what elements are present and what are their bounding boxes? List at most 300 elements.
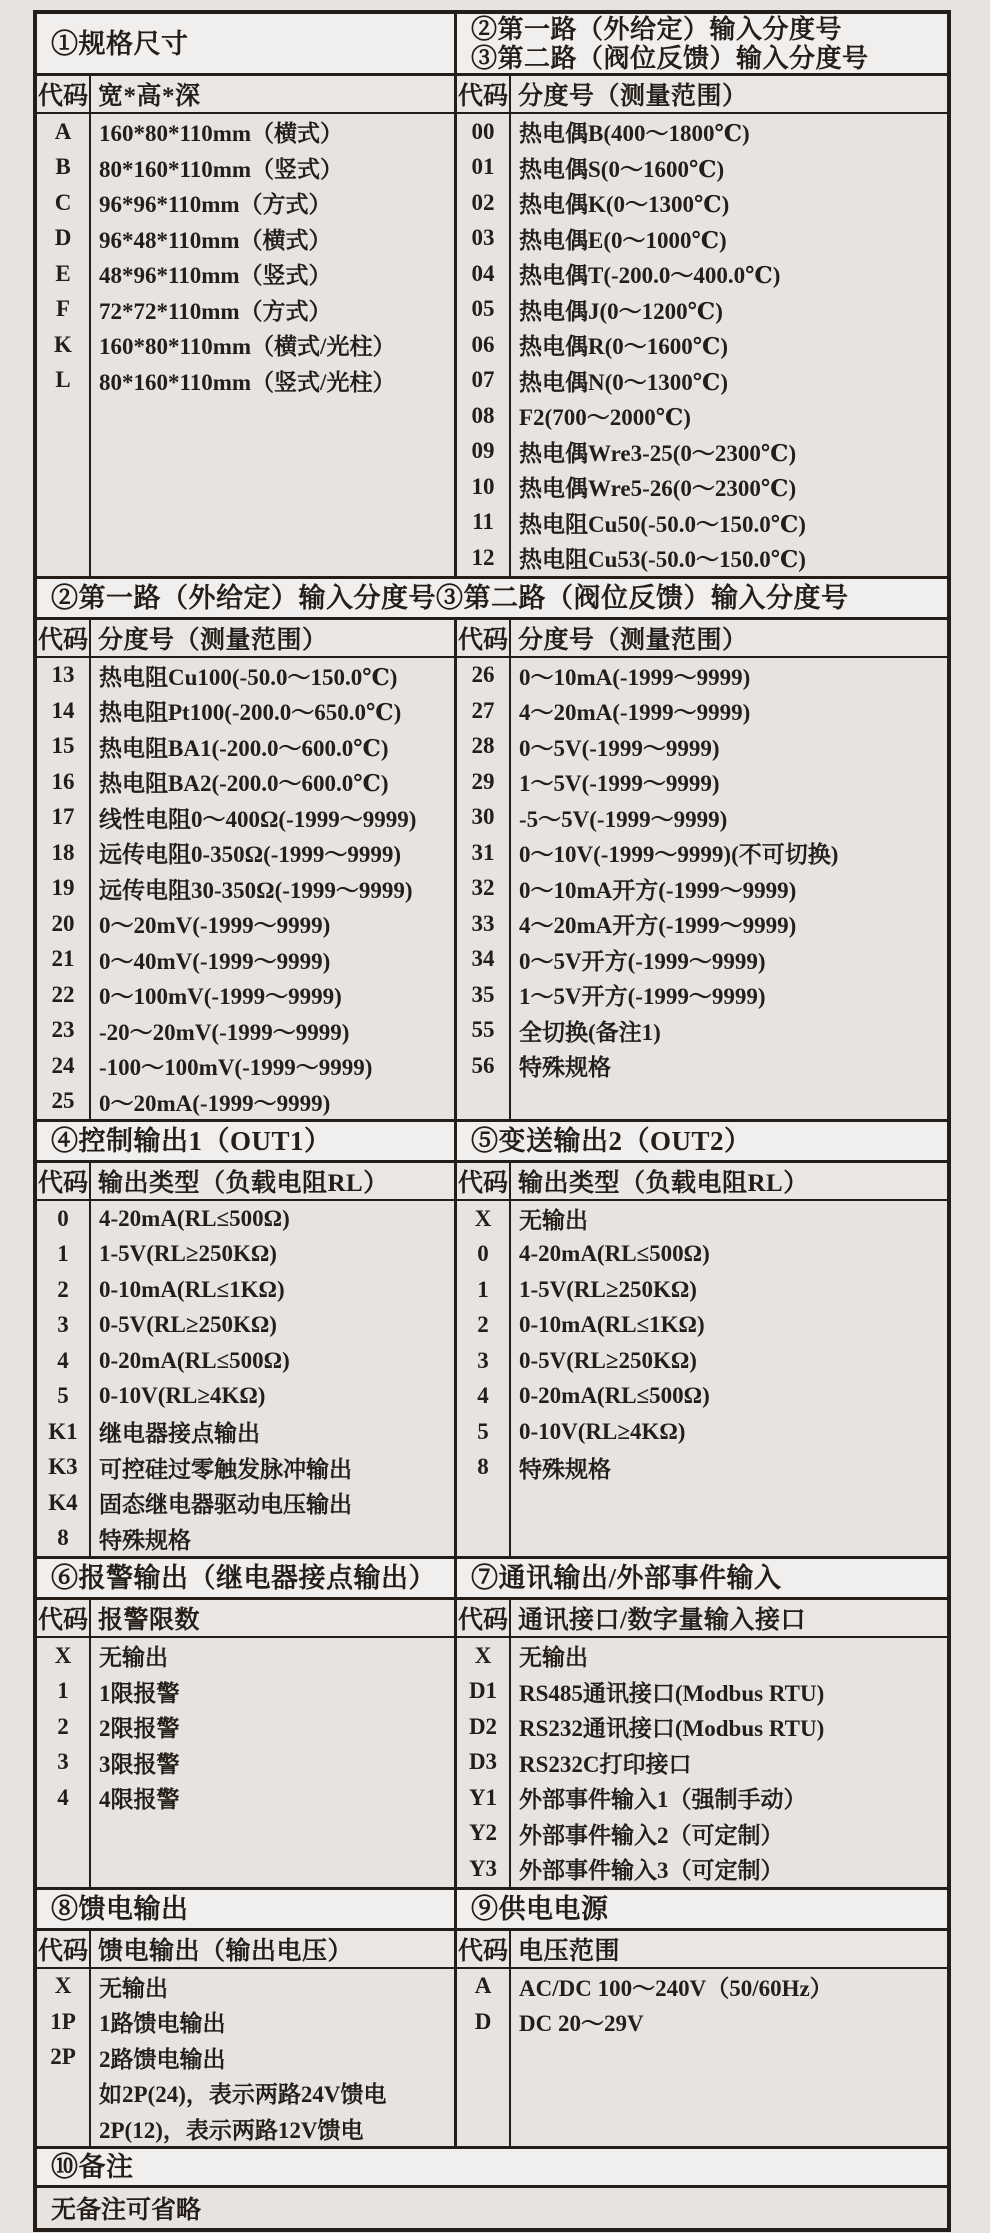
- table-row: [37, 2075, 454, 2111]
- transmit-output-header: [457, 1163, 947, 1201]
- code-cell: 02: [457, 185, 511, 221]
- filler-desc-cell: [511, 2040, 947, 2147]
- table-row: [37, 729, 454, 765]
- code-cell: E: [37, 256, 91, 292]
- table-row: [457, 1450, 947, 1486]
- code-cell: 03: [457, 221, 511, 257]
- code-cell: 26: [457, 658, 511, 694]
- input-range-c-header: [457, 620, 947, 658]
- table-row: [457, 292, 947, 328]
- section-2-3-continued-title-text: ②第一路（外给定）输入分度号③第二路（阀位反馈）输入分度号: [51, 582, 849, 613]
- desc-cell: 4～20mA(-1999～9999): [519, 700, 751, 726]
- table-row: [457, 1237, 947, 1273]
- desc-cell: 外部事件输入1（强制手动）: [519, 1787, 807, 1813]
- code-header: 代码: [37, 620, 91, 656]
- filler-code-cell: [37, 398, 91, 576]
- table-row: [457, 729, 947, 765]
- table-row: [37, 1048, 454, 1084]
- filler-row: [37, 398, 454, 576]
- feed-output-header: [37, 1931, 454, 1969]
- section-5-title: [454, 1122, 947, 1160]
- remark-note-text: 无备注可省略: [51, 2197, 202, 2224]
- table-row: [37, 1013, 454, 1049]
- voltage-range-header: 电压范围: [518, 1937, 621, 1965]
- desc-cell: 热电阻Cu100(-50.0～150.0℃): [99, 664, 398, 690]
- table-row: [37, 1414, 454, 1450]
- table-row: [37, 1745, 454, 1781]
- desc-cell: 1-5V(RL≥250KΩ): [519, 1276, 697, 1302]
- code-cell: 19: [37, 871, 91, 907]
- code-header: 代码: [457, 1600, 511, 1636]
- table-row: [37, 256, 454, 292]
- code-cell: 3: [37, 1745, 91, 1781]
- table-row: [457, 835, 947, 871]
- code-cell: 12: [457, 540, 511, 576]
- table-row: [37, 1638, 454, 1674]
- section-4-5-band: [37, 1119, 947, 1163]
- desc-cell: 热电偶E(0～1000℃): [519, 227, 727, 253]
- desc-cell: 0-20mA(RL≤500Ω): [519, 1383, 710, 1409]
- code-cell: 05: [457, 292, 511, 328]
- table-row: [457, 114, 947, 150]
- desc-cell: 0-5V(RL≥250KΩ): [99, 1312, 277, 1338]
- desc-cell: 48*96*110mm（竖式）: [99, 263, 332, 289]
- code-cell: 22: [37, 977, 91, 1013]
- desc-cell: 2路馈电输出: [99, 2046, 226, 2072]
- input-range-b-header: [37, 620, 454, 658]
- desc-cell: 如2P(24)，表示两路24V馈电: [99, 2082, 387, 2108]
- desc-cell: F2(700～2000℃): [519, 405, 691, 431]
- section-4-title-text: ④控制输出1（OUT1）: [51, 1126, 332, 1156]
- desc-cell: 无输出: [519, 1208, 588, 1234]
- code-cell: 30: [457, 800, 511, 836]
- table-row: [37, 1485, 454, 1521]
- section-1-body: [37, 76, 947, 576]
- table-row: [457, 505, 947, 541]
- table-row: [37, 942, 454, 978]
- code-cell: X: [37, 1969, 91, 2005]
- section-6-7-band: [37, 1556, 947, 1600]
- table-row: [37, 871, 454, 907]
- input-range-table-c: [454, 620, 947, 1120]
- table-row: [457, 1013, 947, 1049]
- table-row: [457, 1201, 947, 1237]
- desc-cell: 1～5V(-1999～9999): [519, 771, 720, 797]
- code-cell: D: [37, 221, 91, 257]
- spec-code-table: [33, 10, 951, 2232]
- section-1-title: [37, 14, 454, 73]
- table-row: [457, 469, 947, 505]
- remark-note: [37, 2188, 947, 2228]
- table-row: [37, 693, 454, 729]
- code-cell: 31: [457, 835, 511, 871]
- section-6-7-body: [37, 1600, 947, 1887]
- code-cell: 56: [457, 1048, 511, 1084]
- code-cell: X: [457, 1638, 511, 1674]
- control-output-table: [37, 1163, 454, 1556]
- code-cell: 4: [37, 1343, 91, 1379]
- code-cell: 15: [37, 729, 91, 765]
- table-row: [457, 658, 947, 694]
- table-row: [37, 1343, 454, 1379]
- code-cell: 55: [457, 1013, 511, 1049]
- desc-cell: 热电偶R(0～1600℃): [519, 334, 728, 360]
- code-cell: 1: [37, 1674, 91, 1710]
- desc-cell: 热电阻BA2(-200.0～600.0℃): [99, 771, 389, 797]
- code-cell: 8: [37, 1521, 91, 1557]
- filler-row: [37, 1816, 454, 1887]
- desc-cell: 热电偶B(400～1800℃): [519, 121, 750, 147]
- desc-cell: -100～100mV(-1999～9999): [99, 1055, 373, 1081]
- code-cell: X: [37, 1638, 91, 1674]
- code-cell: 1: [37, 1237, 91, 1273]
- filler-desc-cell: [91, 398, 454, 576]
- desc-cell: 热电偶T(-200.0～400.0℃): [519, 263, 781, 289]
- table-row: [37, 221, 454, 257]
- section-10-band: [37, 2146, 947, 2188]
- table-row: [457, 327, 947, 363]
- code-cell: 11: [457, 505, 511, 541]
- desc-cell: 0～5V开方(-1999～9999): [519, 948, 766, 974]
- desc-cell: 80*160*110mm（竖式/光柱）: [99, 369, 396, 395]
- desc-cell: -5～5V(-1999～9999): [519, 806, 728, 832]
- table-row: [37, 764, 454, 800]
- section-5-title-text: ⑤变送输出2（OUT2）: [471, 1126, 752, 1156]
- section-6-title: [37, 1559, 454, 1597]
- alarm-output-header: [37, 1600, 454, 1638]
- section-1-band: [37, 14, 947, 76]
- section-7-title-text: ⑦通讯输出/外部事件输入: [471, 1563, 782, 1593]
- desc-cell: 80*160*110mm（竖式）: [99, 156, 344, 182]
- code-cell: 23: [37, 1013, 91, 1049]
- desc-cell: 热电偶J(0～1200℃): [519, 298, 723, 324]
- desc-cell: 0～20mV(-1999～9999): [99, 913, 331, 939]
- code-header: 代码: [457, 620, 511, 656]
- table-row: [37, 185, 454, 221]
- alarm-limit-header: 报警限数: [98, 1607, 201, 1634]
- table-row: [37, 327, 454, 363]
- code-cell: 4: [37, 1780, 91, 1816]
- table-row: [37, 292, 454, 328]
- desc-cell: 2限报警: [99, 1716, 180, 1742]
- code-cell: 00: [457, 114, 511, 150]
- code-cell: Y2: [457, 1816, 511, 1852]
- table-row: [37, 1308, 454, 1344]
- desc-cell: RS485通讯接口(Modbus RTU): [519, 1680, 825, 1706]
- desc-cell: 可控硅过零触发脉冲输出: [99, 1456, 352, 1482]
- desc-cell: 0-10mA(RL≤1KΩ): [519, 1312, 705, 1338]
- desc-cell: 0-10mA(RL≤1KΩ): [99, 1276, 285, 1302]
- table-row: [37, 1084, 454, 1120]
- code-cell: F: [37, 292, 91, 328]
- code-cell: X: [457, 1201, 511, 1237]
- table-row: [457, 977, 947, 1013]
- desc-cell: 0～100mV(-1999～9999): [99, 984, 342, 1010]
- desc-cell: 无输出: [519, 1645, 588, 1671]
- code-cell: 21: [37, 942, 91, 978]
- desc-cell: 热电阻Cu50(-50.0～150.0℃): [519, 511, 806, 537]
- table-row: [37, 1272, 454, 1308]
- code-cell: 5: [457, 1414, 511, 1450]
- table-row: [457, 1851, 947, 1887]
- section-2-body: [37, 620, 947, 1120]
- desc-cell: 热电阻Cu53(-50.0～150.0℃): [519, 547, 806, 573]
- code-cell: 34: [457, 942, 511, 978]
- code-cell: A: [37, 114, 91, 150]
- desc-cell: RS232通讯接口(Modbus RTU): [519, 1716, 825, 1742]
- comm-output-table: [454, 1600, 947, 1887]
- table-row: [457, 764, 947, 800]
- code-cell: 08: [457, 398, 511, 434]
- code-cell: L: [37, 363, 91, 399]
- code-cell: 33: [457, 906, 511, 942]
- section-2-title-text: ②第一路（外给定）输入分度号: [471, 14, 843, 44]
- desc-cell: 热电阻Pt100(-200.0～650.0℃): [99, 700, 402, 726]
- table-row: [457, 363, 947, 399]
- desc-cell: 无输出: [99, 1975, 168, 2001]
- control-output-header: [37, 1163, 454, 1201]
- table-row: [37, 800, 454, 836]
- desc-cell: 96*96*110mm（方式）: [99, 192, 332, 218]
- code-cell: D1: [457, 1674, 511, 1710]
- filler-row: [457, 1485, 947, 1556]
- table-row: [37, 2004, 454, 2040]
- feed-voltage-header: 馈电输出（输出电压）: [98, 1937, 354, 1965]
- desc-cell: 0～20mA(-1999～9999): [99, 1090, 331, 1116]
- desc-cell: AC/DC 100～240V（50/60Hz）: [519, 1975, 833, 2001]
- size-table: [37, 76, 454, 576]
- table-row: [457, 540, 947, 576]
- output-type-header: 输出类型（负载电阻RL）: [98, 1170, 389, 1197]
- section-6-title-text: ⑥报警输出（继电器接点输出）: [51, 1563, 436, 1593]
- code-cell: 18: [37, 835, 91, 871]
- section-8-9-band: [37, 1887, 947, 1931]
- desc-cell: 1限报警: [99, 1680, 180, 1706]
- size-table-header: [37, 76, 454, 114]
- filler-code-cell: [37, 1816, 91, 1887]
- desc-cell: 热电偶N(0～1300℃): [519, 369, 728, 395]
- section-2-3-continued-title: [37, 579, 947, 617]
- table-row: [457, 398, 947, 434]
- comm-interface-header: 通讯接口/数字量输入接口: [518, 1607, 806, 1634]
- code-cell: 25: [37, 1084, 91, 1120]
- table-row: [457, 2004, 947, 2040]
- desc-cell: 热电偶S(0～1600℃): [519, 156, 725, 182]
- code-cell: 07: [457, 363, 511, 399]
- code-cell: 20: [37, 906, 91, 942]
- code-cell: C: [37, 185, 91, 221]
- code-cell: 4: [457, 1379, 511, 1415]
- range-header: 分度号（测量范围）: [518, 626, 748, 654]
- code-cell: 3: [37, 1308, 91, 1344]
- section-10-title-text: ⑩备注: [51, 2152, 134, 2182]
- table-row: [457, 1969, 947, 2005]
- code-cell: 04: [457, 256, 511, 292]
- table-row: [457, 1709, 947, 1745]
- desc-cell: 固态继电器驱动电压输出: [99, 1492, 352, 1518]
- code-cell: 16: [37, 764, 91, 800]
- desc-cell: 外部事件输入3（可定制）: [519, 1858, 784, 1884]
- table-row: [37, 150, 454, 186]
- desc-cell: 0-10V(RL≥4KΩ): [519, 1418, 686, 1444]
- desc-cell: 外部事件输入2（可定制）: [519, 1822, 784, 1848]
- code-header: 代码: [457, 1163, 511, 1199]
- desc-cell: 1-5V(RL≥250KΩ): [99, 1241, 277, 1267]
- table-row: [37, 2040, 454, 2076]
- desc-cell: 4-20mA(RL≤500Ω): [99, 1205, 290, 1231]
- desc-cell: 全切换(备注1): [519, 1019, 661, 1045]
- code-cell: 32: [457, 871, 511, 907]
- code-cell: 2: [37, 1709, 91, 1745]
- table-row: [37, 1237, 454, 1273]
- code-cell: [37, 2111, 91, 2147]
- power-supply-table: [454, 1931, 947, 2147]
- desc-cell: 4限报警: [99, 1787, 180, 1813]
- table-row: [457, 906, 947, 942]
- desc-cell: 3限报警: [99, 1751, 180, 1777]
- size-header: 宽*高*深: [98, 83, 201, 110]
- code-cell: 24: [37, 1048, 91, 1084]
- table-row: [457, 1414, 947, 1450]
- desc-cell: 热电阻BA1(-200.0～600.0℃): [99, 735, 389, 761]
- desc-cell: 特殊规格: [519, 1456, 611, 1482]
- alarm-output-table: [37, 1600, 454, 1887]
- table-row: [37, 1969, 454, 2005]
- table-row: [37, 114, 454, 150]
- section-7-title: [454, 1559, 947, 1597]
- code-cell: K: [37, 327, 91, 363]
- filler-desc-cell: [91, 1816, 454, 1887]
- code-cell: A: [457, 1969, 511, 2005]
- section-4-title: [37, 1122, 454, 1160]
- table-row: [457, 150, 947, 186]
- feed-output-table: [37, 1931, 454, 2147]
- desc-cell: 线性电阻0～400Ω(-1999～9999): [99, 806, 417, 832]
- desc-cell: 特殊规格: [99, 1527, 191, 1553]
- code-header: 代码: [457, 1931, 511, 1967]
- desc-cell: 0～10V(-1999～9999)(不可切换): [519, 842, 839, 868]
- code-cell: 01: [457, 150, 511, 186]
- section-8-title: [37, 1890, 454, 1928]
- code-header: 代码: [37, 1600, 91, 1636]
- code-cell: K4: [37, 1485, 91, 1521]
- table-row: [457, 256, 947, 292]
- desc-cell: 1～5V开方(-1999～9999): [519, 984, 766, 1010]
- transmit-output-table: [454, 1163, 947, 1556]
- desc-cell: DC 20～29V: [519, 2011, 644, 2037]
- table-row: [457, 1308, 947, 1344]
- table-row: [457, 434, 947, 470]
- table-row: [37, 2111, 454, 2147]
- section-3-title-text: ③第二路（阀位反馈）输入分度号: [471, 43, 869, 73]
- section-2-3-continued-band: [37, 576, 947, 620]
- code-cell: 1: [457, 1272, 511, 1308]
- code-cell: 1P: [37, 2004, 91, 2040]
- code-cell: [37, 2075, 91, 2111]
- desc-cell: 0～10mA(-1999～9999): [519, 664, 751, 690]
- output-type-header: 输出类型（负载电阻RL）: [518, 1170, 809, 1197]
- desc-cell: 热电偶K(0～1300℃): [519, 192, 730, 218]
- table-row: [37, 1709, 454, 1745]
- code-cell: 27: [457, 693, 511, 729]
- desc-cell: 0～10mA开方(-1999～9999): [519, 877, 797, 903]
- table-row: [457, 1272, 947, 1308]
- code-cell: 2: [457, 1308, 511, 1344]
- table-row: [457, 942, 947, 978]
- table-row: [37, 1201, 454, 1237]
- table-row: [457, 221, 947, 257]
- code-cell: 29: [457, 764, 511, 800]
- input-range-table-a: [454, 76, 947, 576]
- section-2-3-title: [454, 14, 947, 73]
- table-row: [37, 1521, 454, 1557]
- code-cell: 10: [457, 469, 511, 505]
- desc-cell: 热电偶Wre3-25(0～2300℃): [519, 440, 797, 466]
- code-cell: 5: [37, 1379, 91, 1415]
- section-1-title-text: ①规格尺寸: [51, 28, 189, 59]
- desc-cell: 0～40mV(-1999～9999): [99, 948, 331, 974]
- range-header: 分度号（测量范围）: [518, 83, 748, 110]
- code-cell: 35: [457, 977, 511, 1013]
- code-cell: 14: [37, 693, 91, 729]
- code-cell: 2: [37, 1272, 91, 1308]
- table-row: [457, 800, 947, 836]
- range-header: 分度号（测量范围）: [98, 626, 328, 654]
- section-4-5-body: [37, 1163, 947, 1556]
- code-cell: 17: [37, 800, 91, 836]
- code-cell: Y3: [457, 1851, 511, 1887]
- table-row: [37, 835, 454, 871]
- table-row: [457, 1745, 947, 1781]
- filler-desc-cell: [511, 1084, 947, 1120]
- filler-code-cell: [457, 2040, 511, 2147]
- desc-cell: 160*80*110mm（横式）: [99, 121, 344, 147]
- table-row: [457, 1638, 947, 1674]
- desc-cell: 0～5V(-1999～9999): [519, 735, 720, 761]
- code-header: 代码: [457, 76, 511, 112]
- section-9-title-text: ⑨供电电源: [471, 1893, 609, 1924]
- table-row: [37, 1674, 454, 1710]
- code-cell: 8: [457, 1450, 511, 1486]
- code-header: 代码: [37, 76, 91, 112]
- code-cell: 28: [457, 729, 511, 765]
- table-row: [457, 1816, 947, 1852]
- table-row: [37, 1780, 454, 1816]
- code-cell: K3: [37, 1450, 91, 1486]
- table-row: [37, 1379, 454, 1415]
- power-supply-header: [457, 1931, 947, 1969]
- table-row: [457, 1780, 947, 1816]
- code-cell: 0: [37, 1201, 91, 1237]
- code-cell: D3: [457, 1745, 511, 1781]
- code-cell: K1: [37, 1414, 91, 1450]
- desc-cell: -20～20mV(-1999～9999): [99, 1019, 350, 1045]
- code-cell: B: [37, 150, 91, 186]
- desc-cell: 继电器接点输出: [99, 1421, 260, 1447]
- desc-cell: 2P(12)，表示两路12V馈电: [99, 2117, 364, 2143]
- table-row: [457, 1048, 947, 1084]
- code-cell: D2: [457, 1709, 511, 1745]
- table-row: [457, 1343, 947, 1379]
- desc-cell: 远传电阻0-350Ω(-1999～9999): [99, 842, 402, 868]
- input-range-a-header: [457, 76, 947, 114]
- desc-cell: 0-20mA(RL≤500Ω): [99, 1347, 290, 1373]
- section-9-title: [454, 1890, 947, 1928]
- section-8-title-text: ⑧馈电输出: [51, 1893, 189, 1924]
- code-header: 代码: [37, 1163, 91, 1199]
- table-row: [37, 977, 454, 1013]
- desc-cell: RS232C打印接口: [519, 1751, 692, 1777]
